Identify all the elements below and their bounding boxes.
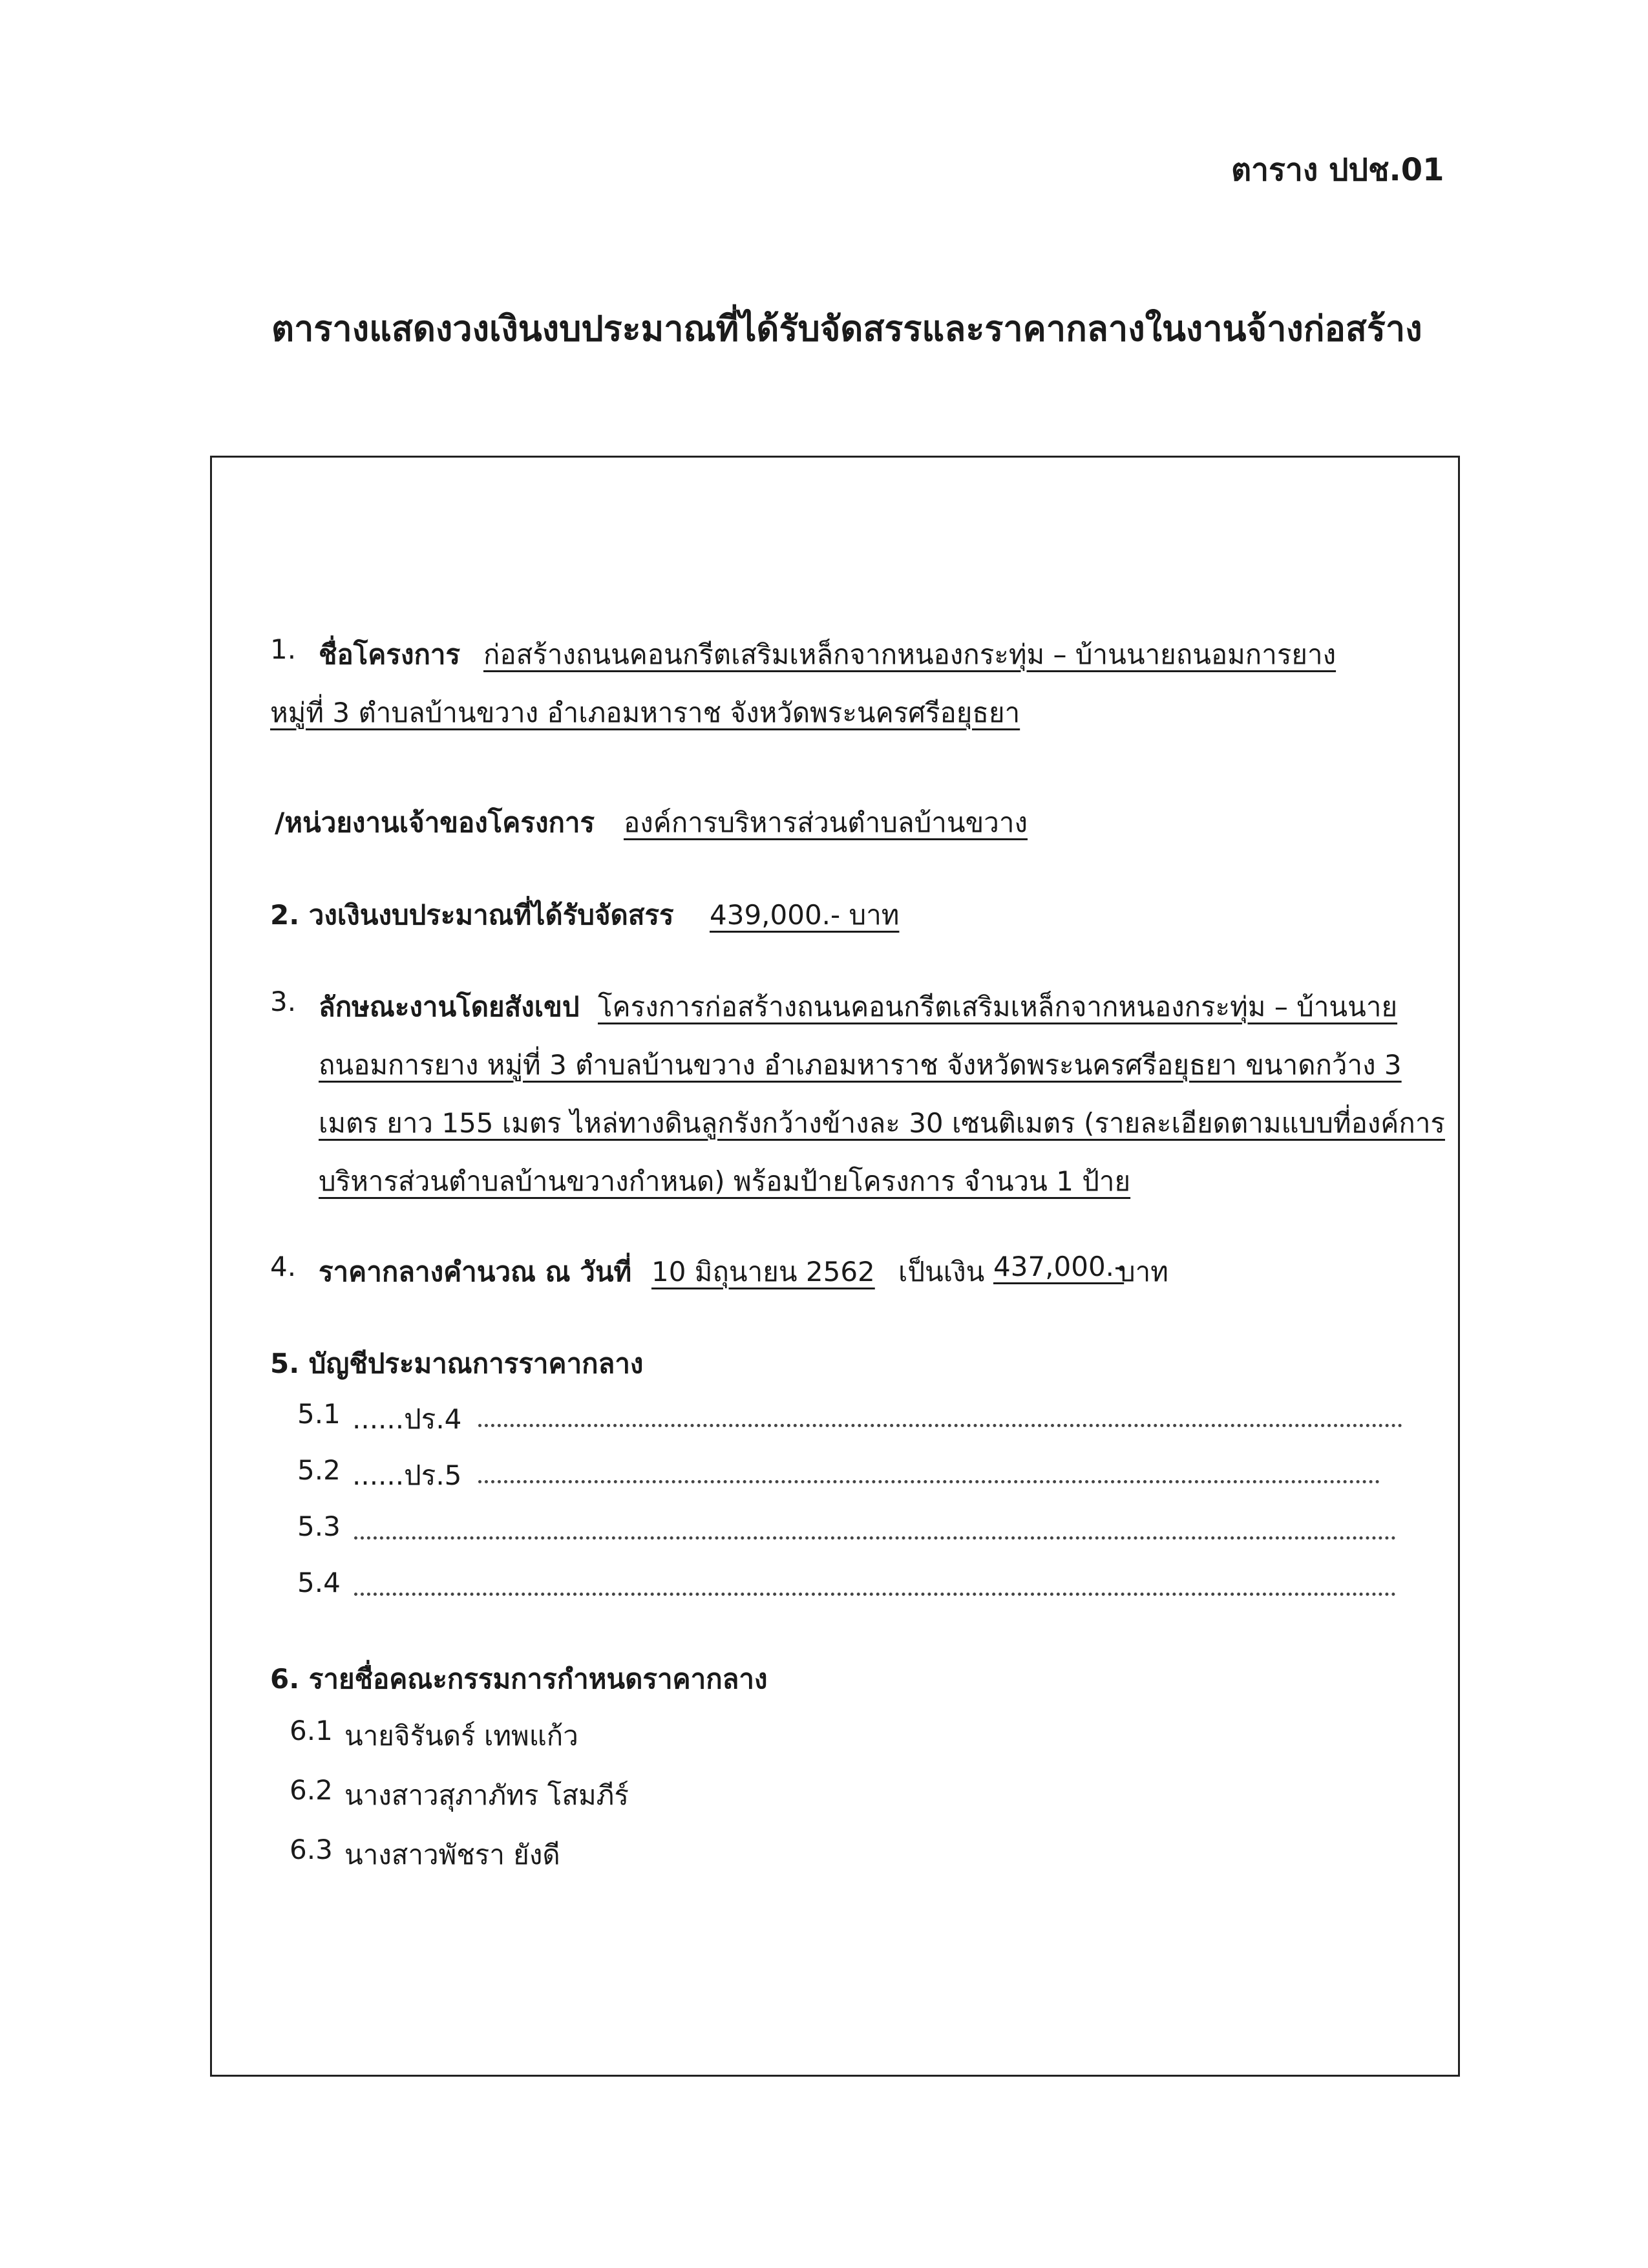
dotted-line [478,1480,1380,1483]
member-name: นางสาวสุภาภัทร โสมภีร์ [344,1779,629,1811]
item5-row-number: 5.2 [297,1454,341,1486]
dotted-line [478,1424,1402,1427]
member-name: นายจิรันดร์ เทพแก้ว [344,1720,578,1752]
item3-label: ลักษณะงานโดยสังเขป [319,991,580,1023]
item3-line3: เมตร ยาว 155 เมตร ไหล่ทางดินลูกรังกว้างข้างละ 30 เซนติเมตร (รายละเอียดตามแบบที่องค์การ [319,1107,1445,1139]
item1-number: 1. [270,633,297,665]
agency-label: /หน่วยงานเจ้าของโครงการ [275,807,595,838]
item4-number: 4. [270,1251,297,1282]
item3-number: 3. [270,986,297,1017]
item4-date: 10 มิถุนายน 2562 [651,1256,875,1288]
item5-row-text: ......ปร.4 [352,1403,462,1435]
member-name: นางสาวพัชรา ยังดี [344,1839,560,1871]
agency-value: องค์การบริหารส่วนตำบลบ้านขวาง [624,807,1028,838]
item5-row-number: 5.3 [297,1510,341,1542]
document-title: ตารางแสดงวงเงินงบประมาณที่ได้รับจัดสรรและราคากลางในงานจ้างก่อสร้าง [271,308,1422,349]
item2-value: 439,000.- บาท [710,899,900,931]
item3-line4: บริหารส่วนตำบลบ้านขวางกำหนด) พร้อมป้ายโครงการ จำนวน 1 ป้าย [319,1165,1131,1197]
form-code: ตาราง ปปช.01 [1231,152,1444,188]
item4-amount-label: เป็นเงิน [898,1256,985,1288]
item1-project-location: หมู่ที่ 3 ตำบลบ้านขวาง อำเภอมหาราช จังหวัดพระนครศรีอยุธยา [270,697,1020,728]
item5-label: 5. บัญชีประมาณการราคากลาง [270,1348,644,1379]
item1-project-name: ก่อสร้างถนนคอนกรีตเสริมเหล็กจากหนองกระทุ่ม – บ้านนายถนอมการยาง [483,639,1336,670]
item4-amount: 437,000.- [993,1251,1125,1282]
item4-label: ราคากลางคำนวณ ณ วันที่ [319,1256,632,1288]
item5-row-number: 5.1 [297,1398,341,1430]
item1-label: ชื่อโครงการ [319,639,461,670]
dotted-line [354,1593,1396,1596]
member-number: 6.3 [290,1834,333,1865]
item6-label: 6. รายชื่อคณะกรรมการกำหนดราคากลาง [270,1663,768,1695]
item2-label: 2. วงเงินงบประมาณที่ได้รับจัดสรร [270,899,674,931]
item3-line2: ถนอมการยาง หมู่ที่ 3 ตำบลบ้านขวาง อำเภอมหาราช จังหวัดพระนครศรีอยุธยา ขนาดกว้าง 3 [319,1049,1402,1081]
member-number: 6.1 [290,1715,333,1746]
item4-unit: บาท [1118,1256,1168,1288]
item3-line1: โครงการก่อสร้างถนนคอนกรีตเสริมเหล็กจากหนองกระทุ่ม – บ้านนาย [598,991,1398,1023]
item5-row-text: ......ปร.5 [352,1459,462,1491]
member-number: 6.2 [290,1774,333,1806]
item5-row-number: 5.4 [297,1567,341,1598]
dotted-line [354,1536,1396,1540]
